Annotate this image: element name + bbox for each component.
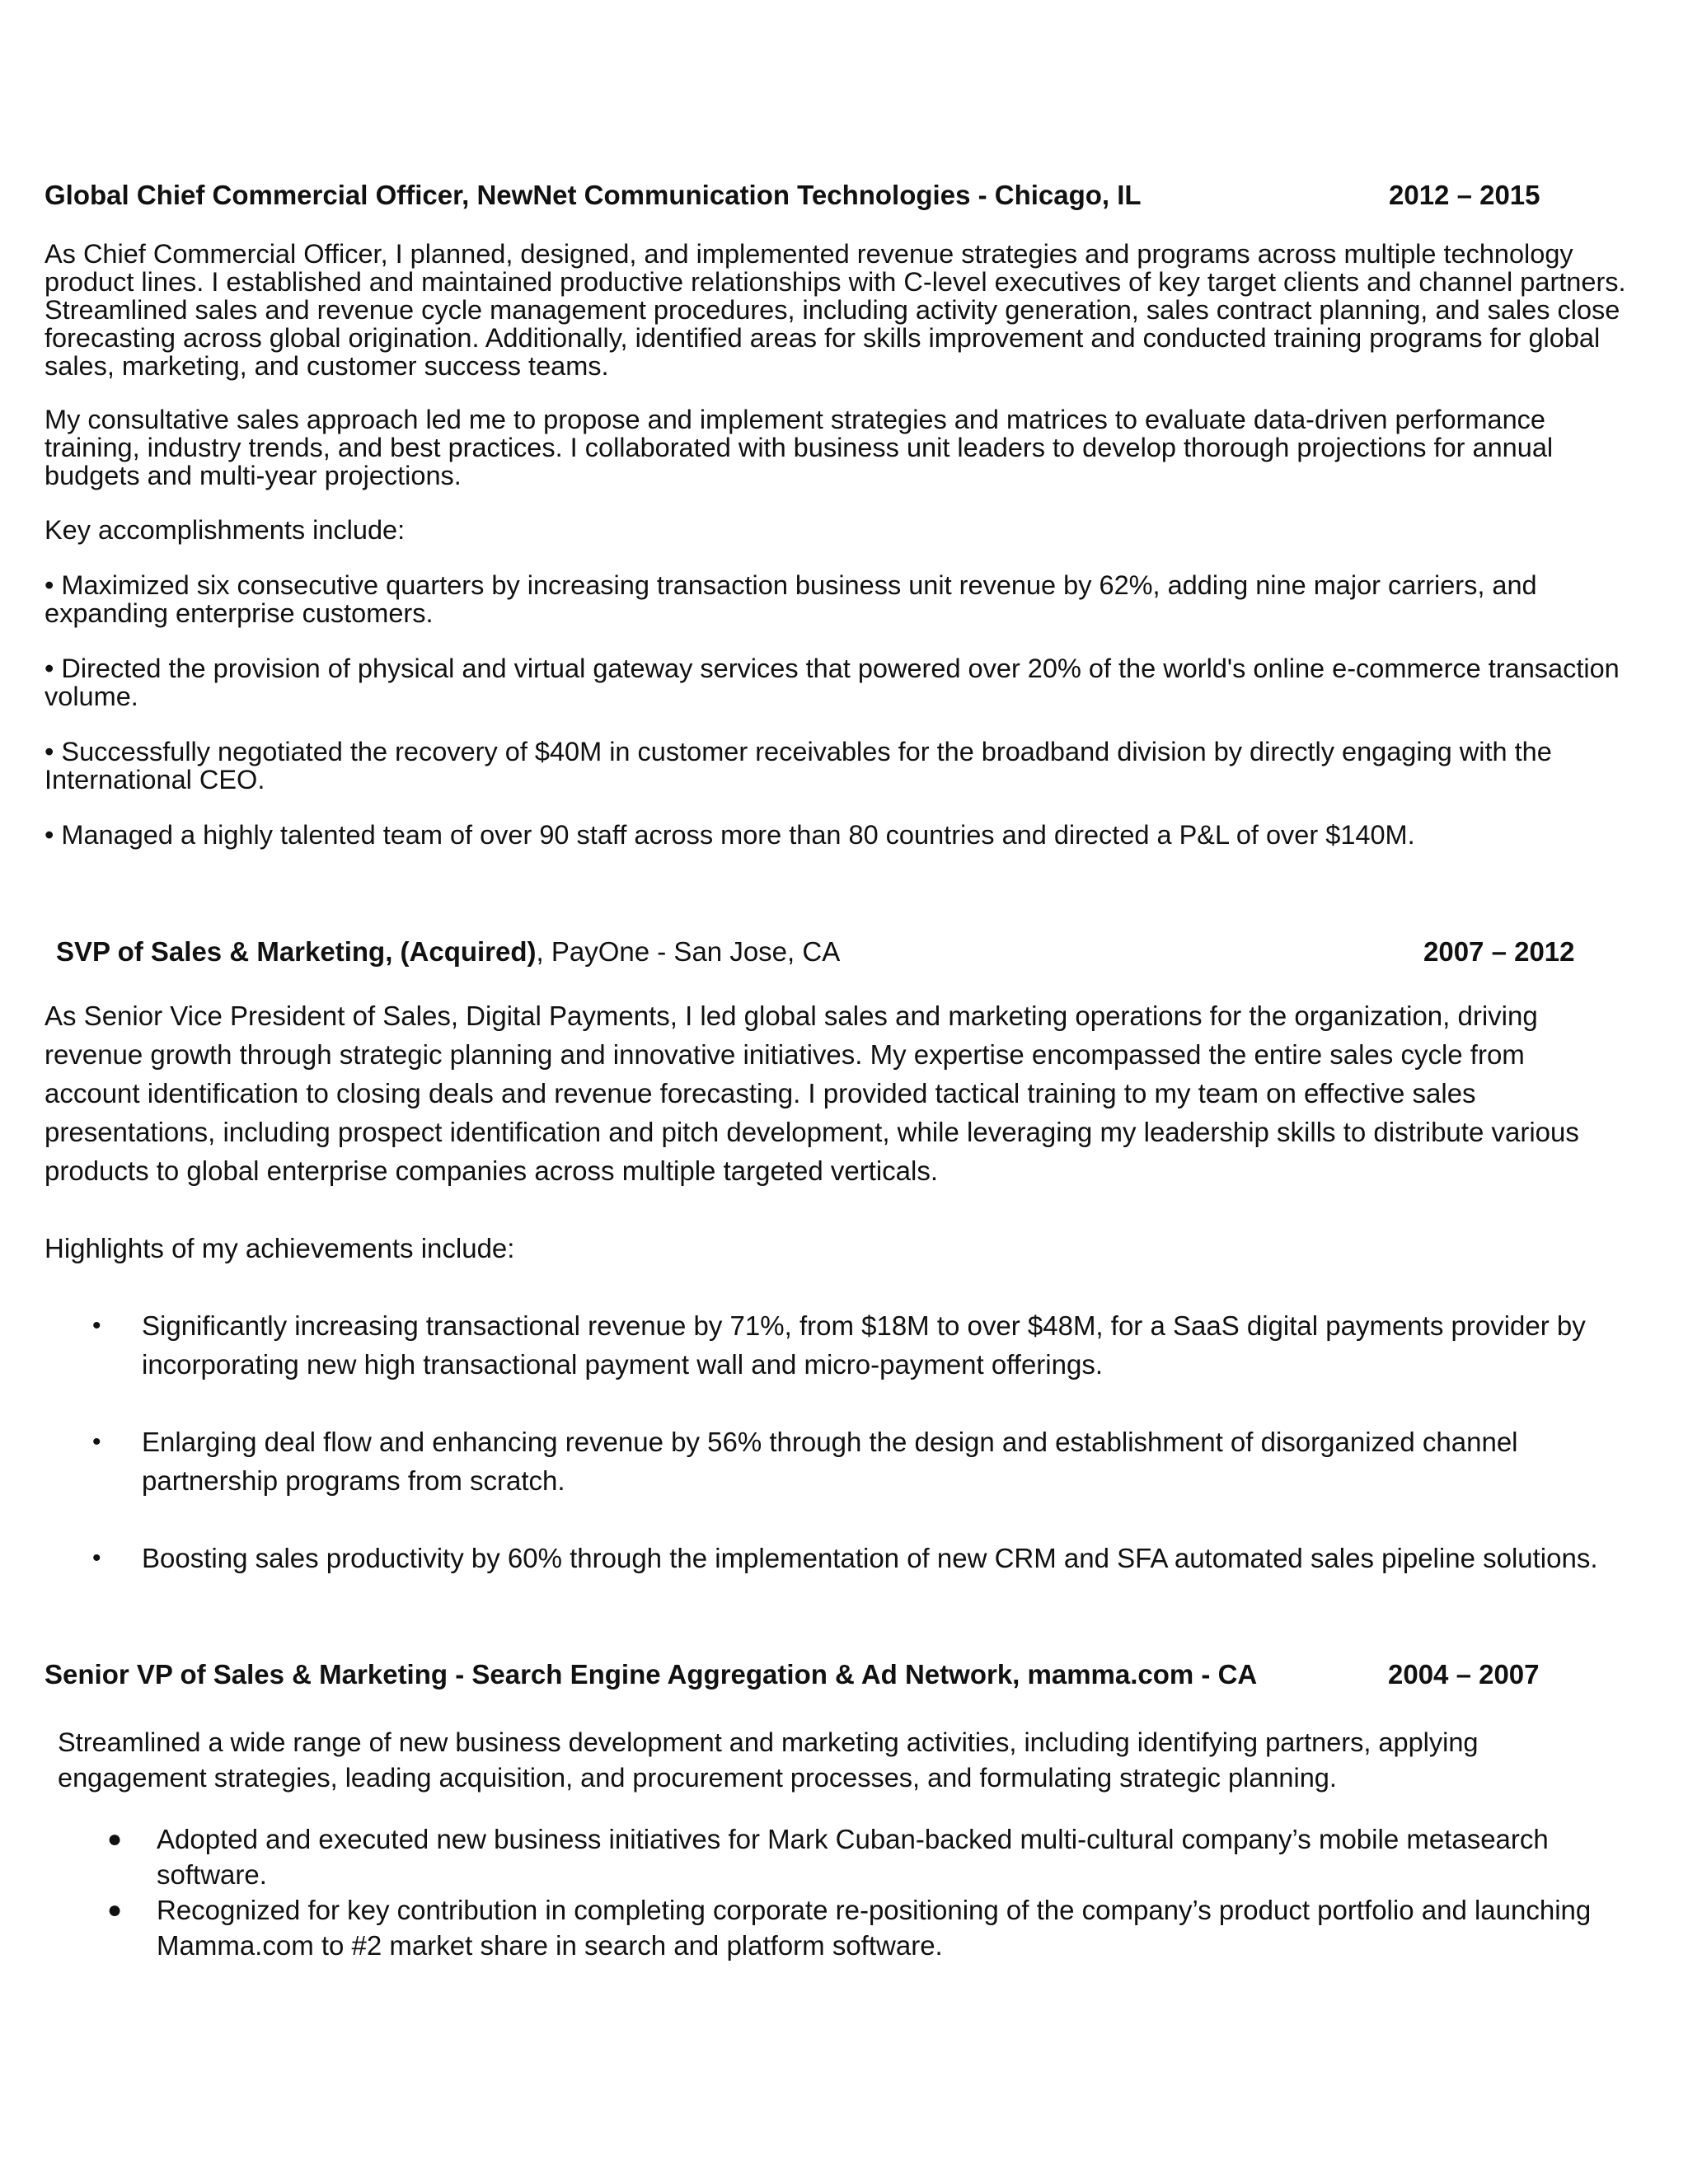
payone-bullet-1-text: Significantly increasing transactional revenue by 71%, from $18M to over $48M, for a SaaS digital payments provider by incorporating new high transactional payment wall and micro-payment offerings. xyxy=(142,1310,1586,1380)
newnet-paragraph-2: My consultative sales approach led me to propose and implement strategies and matrices to evaluate data-driven performance training, industry trends, and best practices. I collaborated with business unit leaders to develop thorough projections for annual budgets and multi-year projections. xyxy=(45,405,1554,490)
job-company-payone: , PayOne - San Jose, CA xyxy=(536,936,841,967)
mamma-bullet-2-text: Recognized for key contribution in completing corporate re-positioning of the company’s product portfolio and launching Mamma.com to #2 market share in search and platform software. xyxy=(157,1895,1592,1961)
bullet-dot: ● xyxy=(107,1825,123,1853)
bullet-dot: ● xyxy=(107,1896,123,1924)
job-dates-mamma: 2004 – 2007 xyxy=(1388,1659,1540,1690)
newnet-bullet-1: • Maximized six consecutive quarters by increasing transaction business unit revenue by 62%, adding nine major carriers, and expanding enterprise customers. xyxy=(45,570,1537,628)
newnet-accomplishments-intro: Key accomplishments include: xyxy=(45,515,406,545)
bullet-dot: • xyxy=(92,1312,101,1339)
newnet-bullet-2: • Directed the provision of physical and virtual gateway services that powered over 20% of the world's online e-commerce transaction volume. xyxy=(45,654,1620,711)
job-dates-payone: 2007 – 2012 xyxy=(1423,936,1575,967)
job-header-newnet xyxy=(45,180,1553,211)
job-title-mamma: Senior VP of Sales & Marketing - Search Engine Aggregation & Ad Network, mamma.com - CA xyxy=(45,1659,1258,1690)
newnet-bullet-4: • Managed a highly talented team of over 90 staff across more than 80 countries and directed a P&L of over $140M. xyxy=(45,820,1415,850)
payone-bullet-3-text: Boosting sales productivity by 60% through the implementation of new CRM and SFA automated sales pipeline solutions. xyxy=(142,1543,1598,1573)
job-dates-newnet: 2012 – 2015 xyxy=(1389,180,1540,210)
payone-paragraph: As Senior Vice President of Sales, Digital Payments, I led global sales and marketing operations for the organization, driving revenue growth through strategic planning and innovative initiatives. My expertise encompassed the entire sales cycle from account identification to closing deals and revenue forecasting. I provided tactical training to my team on effective sales presentations, including prospect identification and pitch development, while leveraging my leadership skills to distribute various products to global enterprise companies across multiple targeted verticals. xyxy=(45,1001,1579,1186)
payone-highlights-intro: Highlights of my achievements include: xyxy=(45,1233,515,1263)
bullet-dot: • xyxy=(92,1428,101,1455)
job-header-payone xyxy=(56,936,1575,968)
job-title-payone: SVP of Sales & Marketing, (Acquired) xyxy=(56,936,537,967)
newnet-bullet-3: • Successfully negotiated the recovery of $40M in customer receivables for the broadband division by directly engaging with the International CEO. xyxy=(45,737,1552,794)
bullet-dot: • xyxy=(92,1544,101,1572)
mamma-paragraph: Streamlined a wide range of new business development and marketing activities, including identifying partners, applying engagement strategies, leading acquisition, and procurement processes, and formulating strategic planning. xyxy=(58,1727,1479,1793)
newnet-paragraph-1: As Chief Commercial Officer, I planned, designed, and implemented revenue strategies and programs across multiple technology product lines. I established and maintained productive relationships with C-level executives of key target clients and channel partners. Streamlined sales and revenue cycle management procedures, including activity generation, sales contract planning, and sales close forecasting across global origination. Additionally, identified areas for skills improvement and conducted training programs for global sales, marketing, and customer success teams. xyxy=(45,239,1626,381)
job-header-mamma xyxy=(45,1659,1553,1690)
job-title-newnet: Global Chief Commercial Officer, NewNet Communication Technologies - Chicago, IL xyxy=(45,180,1142,210)
mamma-bullet-1-text: Adopted and executed new business initiatives for Mark Cuban-backed multi-cultural company’s mobile metasearch software. xyxy=(157,1824,1549,1890)
payone-bullet-2-text: Enlarging deal flow and enhancing revenue by 56% through the design and establishment of disorganized channel partnership programs from scratch. xyxy=(142,1427,1518,1496)
